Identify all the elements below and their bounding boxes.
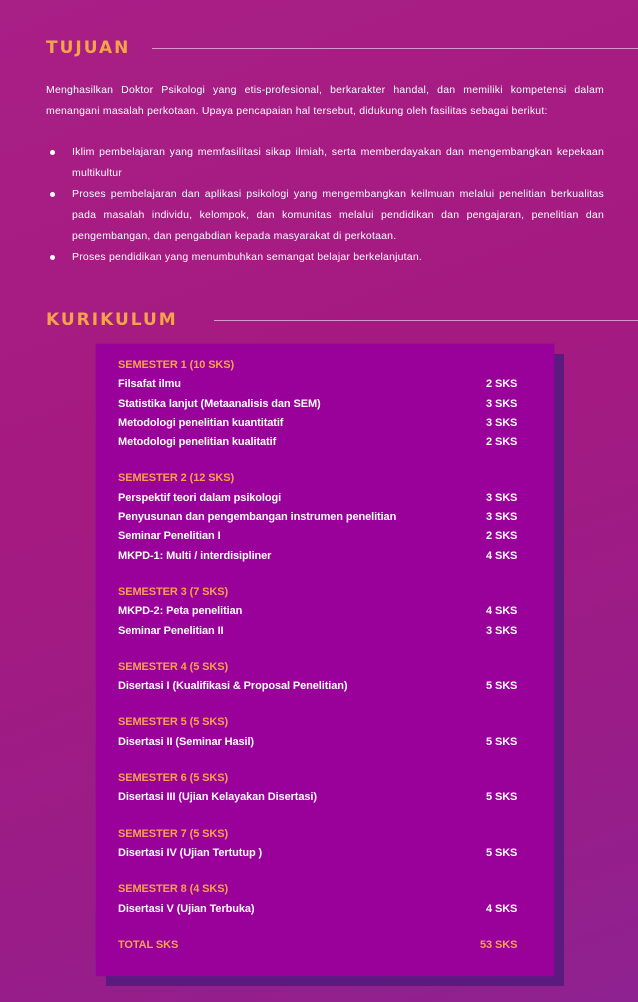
semester-block — [118, 769, 520, 808]
course-row — [118, 900, 520, 919]
course-row — [118, 527, 520, 546]
semester-block — [118, 583, 520, 641]
bullet-dot-icon — [50, 255, 55, 260]
tujuan-bullet — [46, 247, 604, 268]
course-name: Seminar Penelitian I — [118, 530, 221, 543]
course-name: Statistika lanjut (Metaanalisis dan SEM) — [118, 397, 321, 410]
tujuan-title: TUJUAN — [46, 38, 131, 58]
course-row — [118, 395, 520, 414]
semester-header: SEMESTER 8 (4 SKS) — [118, 883, 229, 896]
course-name: Perspektif teori dalam psikologi — [118, 491, 282, 504]
course-sks: 4 SKS — [486, 902, 518, 915]
tujuan-bullet-list — [46, 142, 604, 268]
bullet-dot-icon — [50, 150, 55, 155]
semester-header: SEMESTER 5 (5 SKS) — [118, 716, 229, 729]
course-sks: 5 SKS — [486, 735, 518, 748]
course-name: MKPD-1: Multi / interdisipliner — [118, 549, 272, 562]
course-row — [118, 414, 520, 433]
course-sks: 5 SKS — [486, 680, 518, 693]
tujuan-section-header — [46, 38, 638, 58]
course-name: Filsafat ilmu — [118, 378, 181, 391]
tujuan-bullet-text: Iklim pembelajaran yang memfasilitasi sikap ilmiah, serta memberdayakan dan mengembangkan kepekaan multikultur — [72, 146, 604, 179]
course-row — [118, 508, 520, 527]
tujuan-bullet — [46, 184, 604, 247]
course-name: Seminar Penelitian II — [118, 624, 224, 637]
tujuan-bullet-text: Proses pendidikan yang menumbuhkan semangat belajar berkelanjutan. — [72, 251, 422, 263]
semester-header: SEMESTER 3 (7 SKS) — [118, 585, 229, 598]
semester-block — [118, 658, 520, 697]
course-name: Metodologi penelitian kualitatif — [118, 436, 277, 449]
kurikulum-title: KURIKULUM — [46, 310, 178, 330]
course-row — [118, 788, 520, 807]
course-sks: 3 SKS — [486, 491, 518, 504]
course-sks: 5 SKS — [486, 846, 518, 859]
tujuan-bullet — [46, 142, 604, 184]
semester-block — [118, 469, 520, 565]
course-name: Metodologi penelitian kuantitatif — [118, 416, 284, 429]
curriculum-list — [118, 356, 520, 955]
semester-block — [118, 713, 520, 752]
course-row — [118, 844, 520, 863]
course-name: Disertasi I (Kualifikasi & Proposal Penelitian) — [118, 680, 348, 693]
course-row — [118, 733, 520, 752]
course-sks: 4 SKS — [486, 549, 518, 562]
course-sks: 4 SKS — [486, 605, 518, 618]
course-row — [118, 433, 520, 452]
semester-header: SEMESTER 6 (5 SKS) — [118, 772, 229, 785]
course-sks: 3 SKS — [486, 416, 518, 429]
course-sks: 3 SKS — [486, 624, 518, 637]
kurikulum-section-header — [46, 310, 638, 330]
course-row — [118, 677, 520, 696]
semester-block — [118, 825, 520, 864]
course-sks: 2 SKS — [486, 530, 518, 543]
tujuan-bullet-text: Proses pembelajaran dan aplikasi psikologi yang mengembangkan keilmuan melalui penelitian berkualitas pada masalah individu, kelompok, dan komunitas melalui pendidikan dan pengajaran, penelitian dan pengembangan, dan pengabdian kepada masyarakat di perkotaan. — [72, 188, 604, 242]
tujuan-intro: Menghasilkan Doktor Psikologi yang etis-profesional, berkarakter handal, dan memiliki kompetensi dalam menangani masalah perkotaan. Upaya pencapaian hal tersebut, didukung oleh fasilitas sebagai berikut: — [46, 84, 604, 117]
tujuan-divider — [152, 48, 638, 49]
course-sks: 5 SKS — [486, 791, 518, 804]
course-row — [118, 622, 520, 641]
total-sks-row — [118, 936, 520, 955]
total-sks-value: 53 SKS — [480, 938, 518, 951]
course-name: Penyusunan dan pengembangan instrumen penelitian — [118, 511, 397, 524]
semester-header: SEMESTER 2 (12 SKS) — [118, 472, 235, 485]
course-sks: 2 SKS — [486, 436, 518, 449]
course-name: Disertasi V (Ujian Terbuka) — [118, 902, 255, 915]
course-row — [118, 602, 520, 621]
course-name: Disertasi II (Seminar Hasil) — [118, 735, 254, 748]
semester-header: SEMESTER 7 (5 SKS) — [118, 827, 229, 840]
semester-header: SEMESTER 4 (5 SKS) — [118, 660, 229, 673]
course-row — [118, 547, 520, 566]
course-sks: 3 SKS — [486, 511, 518, 524]
semester-block — [118, 356, 520, 452]
course-name: MKPD-2: Peta penelitian — [118, 605, 243, 618]
course-name: Disertasi III (Ujian Kelayakan Disertasi) — [118, 791, 317, 804]
course-sks: 3 SKS — [486, 397, 518, 410]
course-name: Disertasi IV (Ujian Tertutup ) — [118, 846, 263, 859]
course-row — [118, 375, 520, 394]
kurikulum-divider — [214, 320, 638, 321]
bullet-dot-icon — [50, 192, 55, 197]
course-row — [118, 489, 520, 508]
semester-block — [118, 880, 520, 919]
course-sks: 2 SKS — [486, 378, 518, 391]
total-sks-label: TOTAL SKS — [118, 938, 179, 951]
semester-header: SEMESTER 1 (10 SKS) — [118, 359, 235, 371]
